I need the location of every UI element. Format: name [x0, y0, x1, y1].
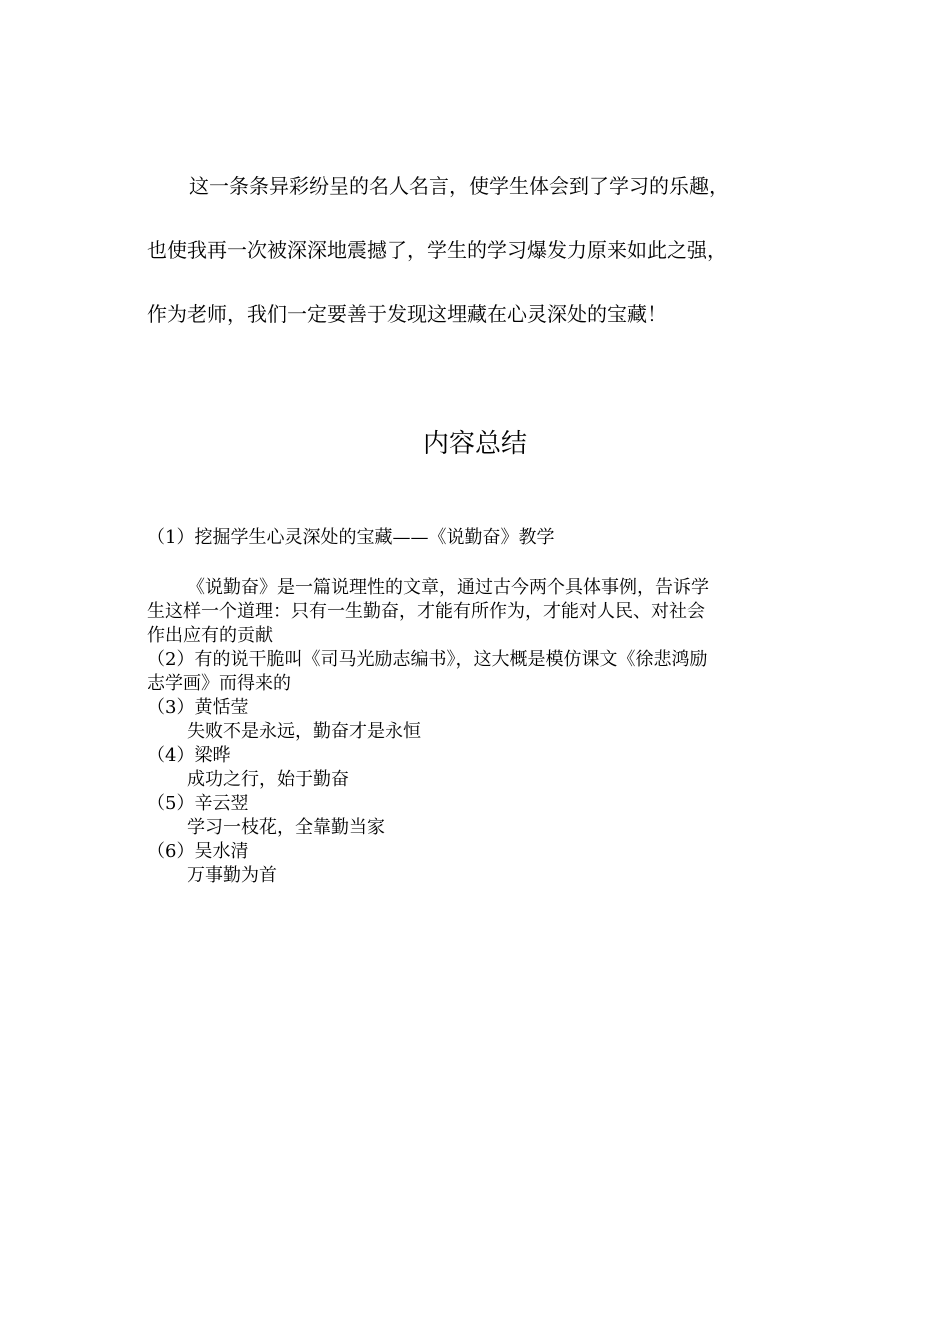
item-3-quote: 失败不是永远，勤奋才是永恒	[187, 721, 421, 742]
item-5-quote: 学习一枝花，全靠勤当家	[187, 817, 385, 838]
item-6-name: （6）吴水清	[147, 841, 249, 862]
item-1-paragraph-line-1: 《说勤奋》是一篇说理性的文章，通过古今两个具体事例，告诉学	[187, 577, 709, 598]
intro-paragraph	[147, 168, 807, 360]
item-4-name: （4）梁晔	[147, 745, 231, 766]
intro-line-2: 也使我再一次被深深地震撼了，学生的学习爆发力原来如此之强，	[147, 238, 727, 262]
intro-line-3: 作为老师，我们一定要善于发现这埋藏在心灵深处的宝藏！	[147, 302, 667, 326]
item-3-name: （3）黄恬莹	[147, 697, 249, 718]
intro-line-1: 这一条条异彩纷呈的名人名言，使学生体会到了学习的乐趣，	[189, 174, 729, 198]
item-4-quote: 成功之行，始于勤奋	[187, 769, 349, 790]
item-6-quote: 万事勤为首	[187, 865, 277, 886]
summary-section	[147, 526, 807, 888]
item-2-line-1: （2）有的说干脆叫《司马光励志编书》，这大概是模仿课文《徐悲鸿励	[147, 649, 708, 670]
item-5-name: （5）辛云翌	[147, 793, 249, 814]
item-1-heading: （1）挖掘学生心灵深处的宝藏——《说勤奋》教学	[147, 527, 555, 548]
item-1-paragraph-line-3: 作出应有的贡献	[147, 625, 273, 646]
item-1-paragraph-line-2: 生这样一个道理：只有一生勤奋，才能有所作为，才能对人民、对社会	[147, 601, 705, 622]
item-2-line-2: 志学画》而得来的	[147, 673, 291, 694]
summary-title: 内容总结	[422, 429, 527, 459]
